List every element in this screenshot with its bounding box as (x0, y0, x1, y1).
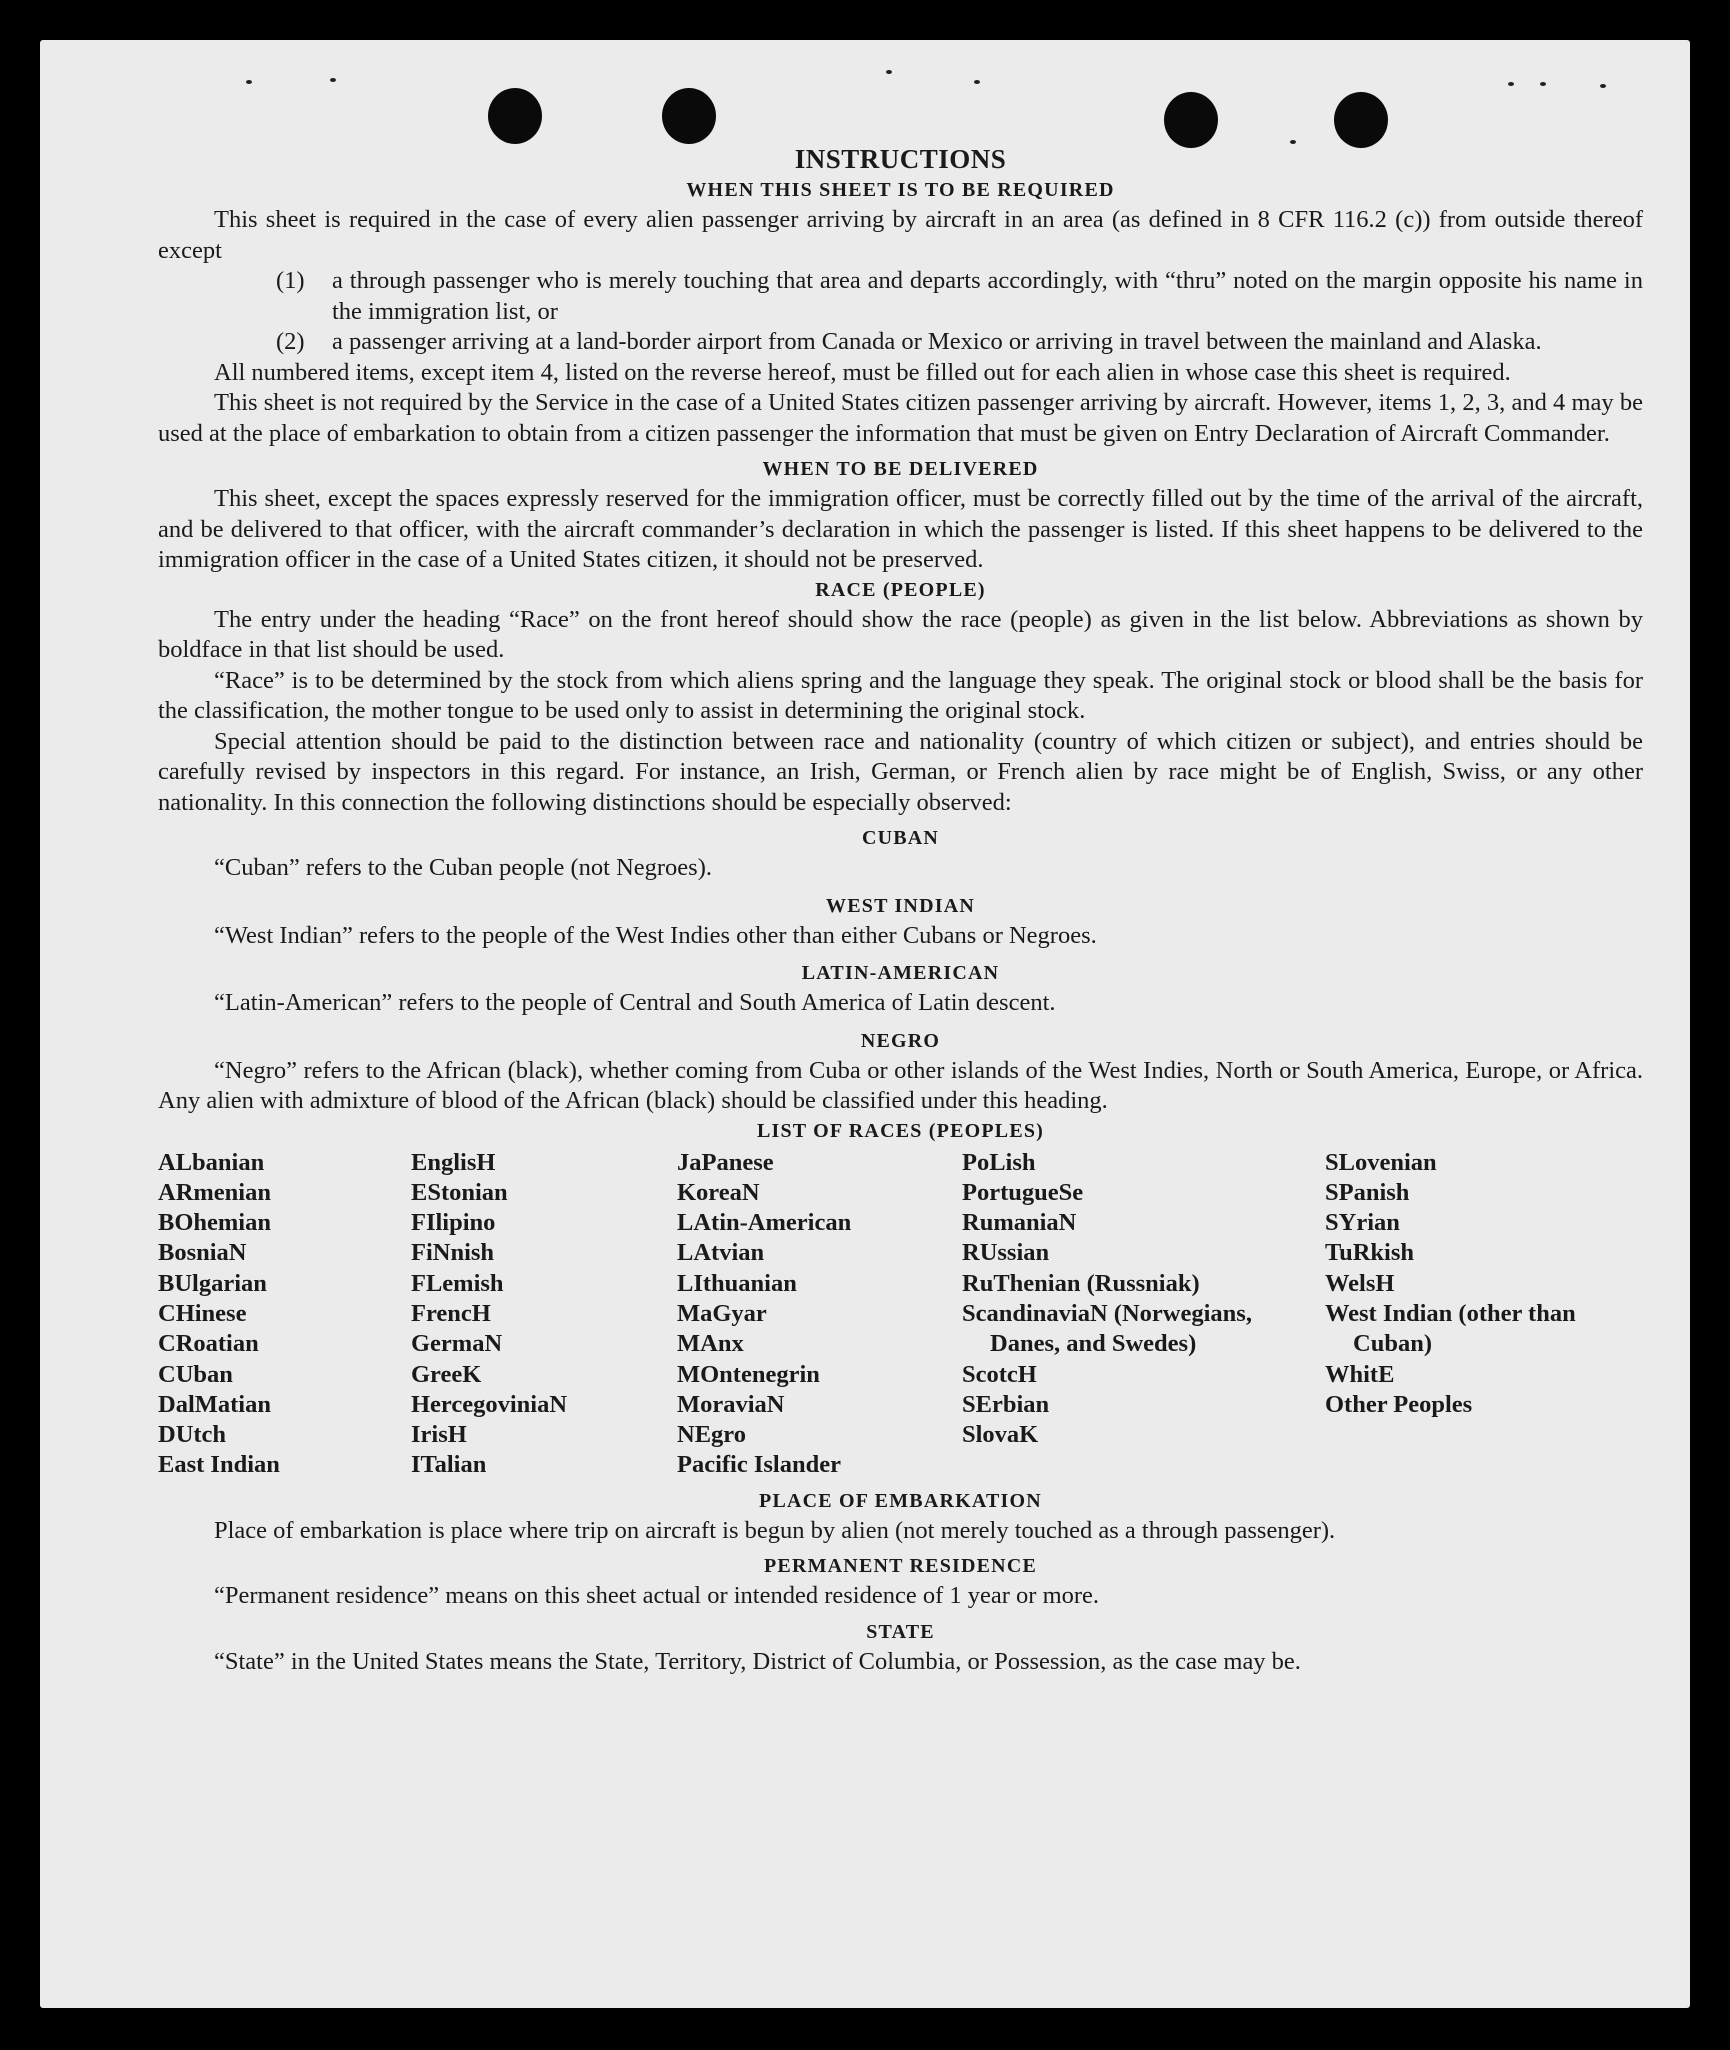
race-item: MoraviaN (677, 1390, 785, 1418)
race-item: CRoatian (158, 1330, 259, 1358)
heading-permanent-residence: PERMANENT RESIDENCE (763, 1555, 1038, 1578)
race-item: EnglisH (411, 1148, 496, 1176)
races-column (962, 1148, 1325, 1481)
heading-race: RACE (PEOPLE) (815, 578, 986, 601)
race-item: BUlgarian (158, 1269, 267, 1297)
heading-negro: NEGRO (860, 1029, 941, 1052)
heading-cuban: CUBAN (861, 827, 940, 849)
paragraph: This sheet is required in the case of every alien passenger arriving by aircraft in an area (as defined in 8 CFR 116.2 (c)) from outside thereof except (158, 206, 1643, 264)
paragraph: Special attention should be paid to the distinction between race and nationality (country of which citizen or subject), and entries should be carefully revised by inspectors in this regard. For instance, an Irish, German, or French alien by race might be of English, Swiss, or any other nationality. In this connection the following distinctions should be especially observed: (158, 727, 1643, 816)
race-item: West Indian (other than Cuban) (1325, 1299, 1576, 1358)
race-item: GermaN (411, 1330, 503, 1358)
race-item: ALbanian (158, 1148, 265, 1176)
item-text: a through passenger who is merely touching that area and departs accordingly, with “thru” noted on the margin opposite his name in the immigration list, or (332, 267, 1643, 325)
race-item: SLovenian (1325, 1148, 1437, 1176)
race-item: DalMatian (158, 1390, 271, 1418)
race-item: LAtvian (677, 1239, 765, 1267)
race-item: SlovaK (962, 1421, 1039, 1449)
heading-state: STATE (866, 1620, 935, 1643)
item-number: (2) (276, 328, 305, 355)
race-item: SYrian (1325, 1209, 1400, 1237)
race-item: FIlipino (411, 1209, 496, 1237)
races-column (1325, 1148, 1615, 1481)
heading-place-of-embarkation: PLACE OF EMBARKATION (759, 1489, 1042, 1512)
paragraph: “West Indian” refers to the people of the West Indies other than either Cubans or Negroes. (214, 921, 1097, 949)
race-item: MOntenegrin (677, 1360, 820, 1388)
race-item: MaGyar (677, 1299, 767, 1327)
race-item: IrisH (411, 1421, 467, 1449)
speck (1508, 82, 1514, 86)
race-item: GreeK (411, 1360, 482, 1388)
paragraph: “State” in the United States means the State, Territory, District of Columbia, or Possession, as the case may be. (214, 1647, 1301, 1675)
race-item: MAnx (677, 1330, 744, 1358)
race-item: ScotcH (962, 1360, 1037, 1388)
races-column (158, 1148, 411, 1481)
race-item: LAtin-American (677, 1209, 852, 1237)
race-item: CUban (158, 1360, 233, 1388)
speck (974, 80, 980, 84)
race-item: DUtch (158, 1421, 227, 1449)
race-item: CHinese (158, 1299, 247, 1327)
race-item: ScandinaviaN (Norwegians, Danes, and Swedes) (962, 1299, 1252, 1358)
heading-latin-american: LATIN-AMERICAN (801, 962, 1000, 984)
race-item: WhitE (1325, 1360, 1395, 1388)
race-item: RumaniaN (962, 1209, 1077, 1237)
speck (886, 70, 892, 74)
race-item: East Indian (158, 1451, 280, 1479)
races-column (411, 1148, 677, 1481)
race-item: RuThenian (Russniak) (962, 1269, 1200, 1297)
speck (246, 80, 252, 84)
speck (1600, 84, 1606, 88)
race-item: FrencH (411, 1299, 491, 1327)
race-item: SErbian (962, 1390, 1050, 1418)
race-item: EStonian (411, 1178, 508, 1206)
race-item: TuRkish (1325, 1239, 1415, 1267)
race-item: PortugueSe (962, 1178, 1084, 1206)
punch-hole (1334, 92, 1388, 148)
heading-when-required: WHEN THIS SHEET IS TO BE REQUIRED (686, 179, 1115, 201)
race-item: ITalian (411, 1451, 487, 1479)
races-list (158, 1148, 1643, 1481)
document-title: INSTRUCTIONS (794, 144, 1007, 174)
race-item: RUssian (962, 1239, 1050, 1267)
race-item: BOhemian (158, 1209, 271, 1237)
race-item: FLemish (411, 1269, 504, 1297)
race-item: KoreaN (677, 1178, 760, 1206)
paragraph: “Permanent residence” means on this sheet actual or intended residence of 1 year or more. (214, 1582, 1100, 1610)
document-page (40, 40, 1690, 2008)
item-number: (1) (276, 267, 305, 294)
paragraph: “Negro” refers to the African (black), whether coming from Cuba or other islands of the West Indies, North or South America, Europe, or Africa. Any alien with admixture of blood of the African (black) should be classified under this heading. (158, 1056, 1643, 1114)
heading-list-of-races: LIST OF RACES (PEOPLES) (756, 1119, 1045, 1142)
punch-hole (1164, 92, 1218, 148)
races-column (677, 1148, 962, 1481)
heading-when-delivered: WHEN TO BE DELIVERED (762, 458, 1039, 480)
race-item: LIthuanian (677, 1269, 797, 1297)
race-item: Pacific Islander (677, 1451, 841, 1479)
race-item: JaPanese (677, 1148, 774, 1176)
instructions-body (158, 142, 1643, 1677)
speck (330, 78, 336, 82)
race-item: BosniaN (158, 1239, 247, 1267)
paragraph: Place of embarkation is place where trip on aircraft is begun by alien (not merely touched as a through passenger). (214, 1516, 1336, 1544)
race-item: ARmenian (158, 1178, 271, 1206)
speck (1540, 82, 1546, 86)
paragraph: “Latin-American” refers to the people of Central and South America of Latin descent. (214, 989, 1056, 1016)
numbered-item (276, 266, 1643, 327)
paragraph: “Cuban” refers to the Cuban people (not Negroes). (214, 854, 712, 881)
race-item: FiNnish (411, 1239, 495, 1267)
paragraph: This sheet, except the spaces expressly reserved for the immigration officer, must be correctly filled out by the time of the arrival of the aircraft, and be delivered to that officer, with the aircraft commander’s declaration in which the passenger is listed. If this sheet happens to be delivered to the immigration officer in the case of a United States citizen, it should not be preserved. (158, 485, 1643, 573)
race-item: SPanish (1325, 1178, 1410, 1206)
paragraph: The entry under the heading “Race” on the front hereof should show the race (people) as given in the list below. Abbreviations as shown by boldface in that list should be used. (158, 605, 1643, 663)
race-item: WelsH (1325, 1269, 1395, 1297)
paragraph: All numbered items, except item 4, listed on the reverse hereof, must be filled out for each alien in whose case this sheet is required. (214, 358, 1511, 386)
heading-west-indian: WEST INDIAN (826, 894, 975, 917)
punch-hole (662, 88, 716, 144)
item-text: a passenger arriving at a land-border airport from Canada or Mexico or arriving in travel between the mainland and Alaska. (332, 328, 1542, 355)
race-item: Other Peoples (1325, 1390, 1473, 1418)
race-item: PoLish (962, 1148, 1036, 1176)
punch-hole (488, 88, 542, 144)
race-item: NEgro (677, 1421, 746, 1449)
race-item: HercegoviniaN (411, 1390, 568, 1418)
paragraph: “Race” is to be determined by the stock from which aliens spring and the language they speak. The original stock or blood shall be the basis for the classification, the mother tongue to be used only to assist in determining the original stock. (158, 666, 1643, 724)
paragraph: This sheet is not required by the Service in the case of a United States citizen passenger arriving by aircraft. However, items 1, 2, 3, and 4 may be used at the place of embarkation to obtain from a citizen passenger the information that must be given on Entry Declaration of Aircraft Commander. (158, 389, 1643, 447)
numbered-item (276, 327, 1643, 358)
